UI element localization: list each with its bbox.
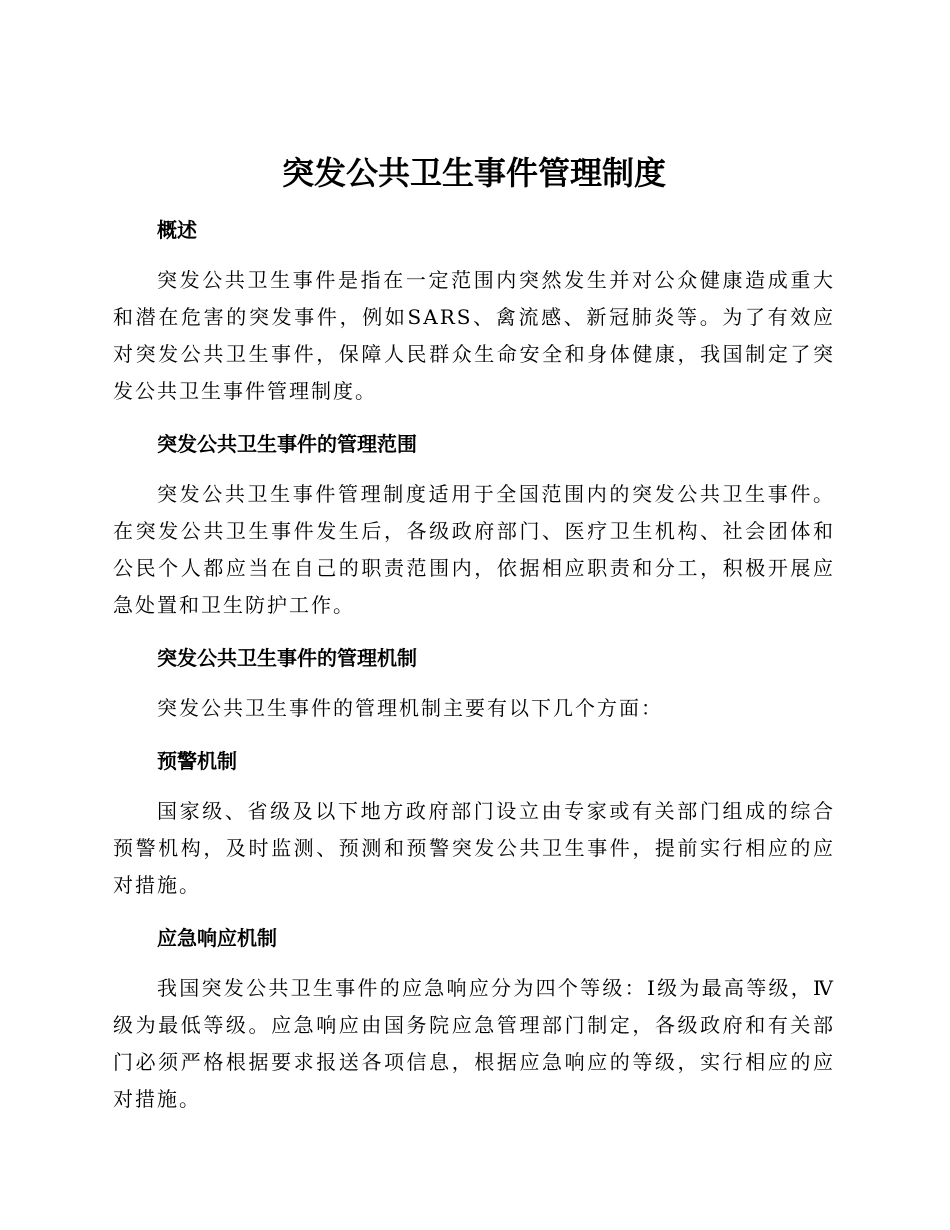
section-overview bbox=[113, 212, 835, 410]
spacer bbox=[113, 904, 835, 920]
spacer bbox=[113, 956, 835, 970]
section-paragraph: 突发公共卫生事件管理制度适用于全国范围内的突发公共卫生事件。在突发公共卫生事件发生后，各级政府部门、医疗卫生机构、社会团体和公民个人都应当在自己的职责范围内，依据相应职责和分工，积极开展应急处置和卫生防护工作。 bbox=[113, 482, 835, 617]
section-heading: 应急响应机制 bbox=[157, 926, 277, 950]
document-title: 突发公共卫生事件管理制度 bbox=[281, 154, 666, 192]
section-paragraph: 我国突发公共卫生事件的应急响应分为四个等级：Ⅰ级为最高等级，Ⅳ级为最低等级。应急响应由国务院应急管理部门制定，各级政府和有关部门必须严格根据要求报送各项信息，根据应急响应的等级，实行相应的应对措施。 bbox=[113, 976, 835, 1111]
section-emergency-response bbox=[113, 920, 835, 1118]
section-heading: 预警机制 bbox=[157, 749, 237, 773]
spacer bbox=[113, 676, 835, 690]
spacer bbox=[113, 624, 835, 640]
section-heading: 突发公共卫生事件的管理范围 bbox=[157, 432, 417, 456]
section-heading: 概述 bbox=[157, 218, 197, 242]
spacer bbox=[113, 462, 835, 476]
section-heading: 突发公共卫生事件的管理机制 bbox=[157, 646, 417, 670]
spacer bbox=[113, 410, 835, 426]
spacer bbox=[113, 727, 835, 743]
spacer bbox=[113, 248, 835, 262]
section-paragraph: 突发公共卫生事件的管理机制主要有以下几个方面： bbox=[157, 696, 663, 720]
spacer bbox=[113, 779, 835, 793]
section-mechanism bbox=[113, 640, 835, 727]
section-paragraph: 国家级、省级及以下地方政府部门设立由专家或有关部门组成的综合预警机构，及时监测、预测和预警突发公共卫生事件，提前实行相应的应对措施。 bbox=[113, 799, 835, 897]
section-scope bbox=[113, 426, 835, 624]
document-page bbox=[113, 148, 835, 1118]
section-paragraph: 突发公共卫生事件是指在一定范围内突然发生并对公众健康造成重大和潜在危害的突发事件，例如SARS、禽流感、新冠肺炎等。为了有效应对突发公共卫生事件，保障人民群众生命安全和身体健康，我国制定了突发公共卫生事件管理制度。 bbox=[113, 268, 835, 403]
spacer bbox=[113, 198, 835, 212]
section-early-warning bbox=[113, 743, 835, 904]
